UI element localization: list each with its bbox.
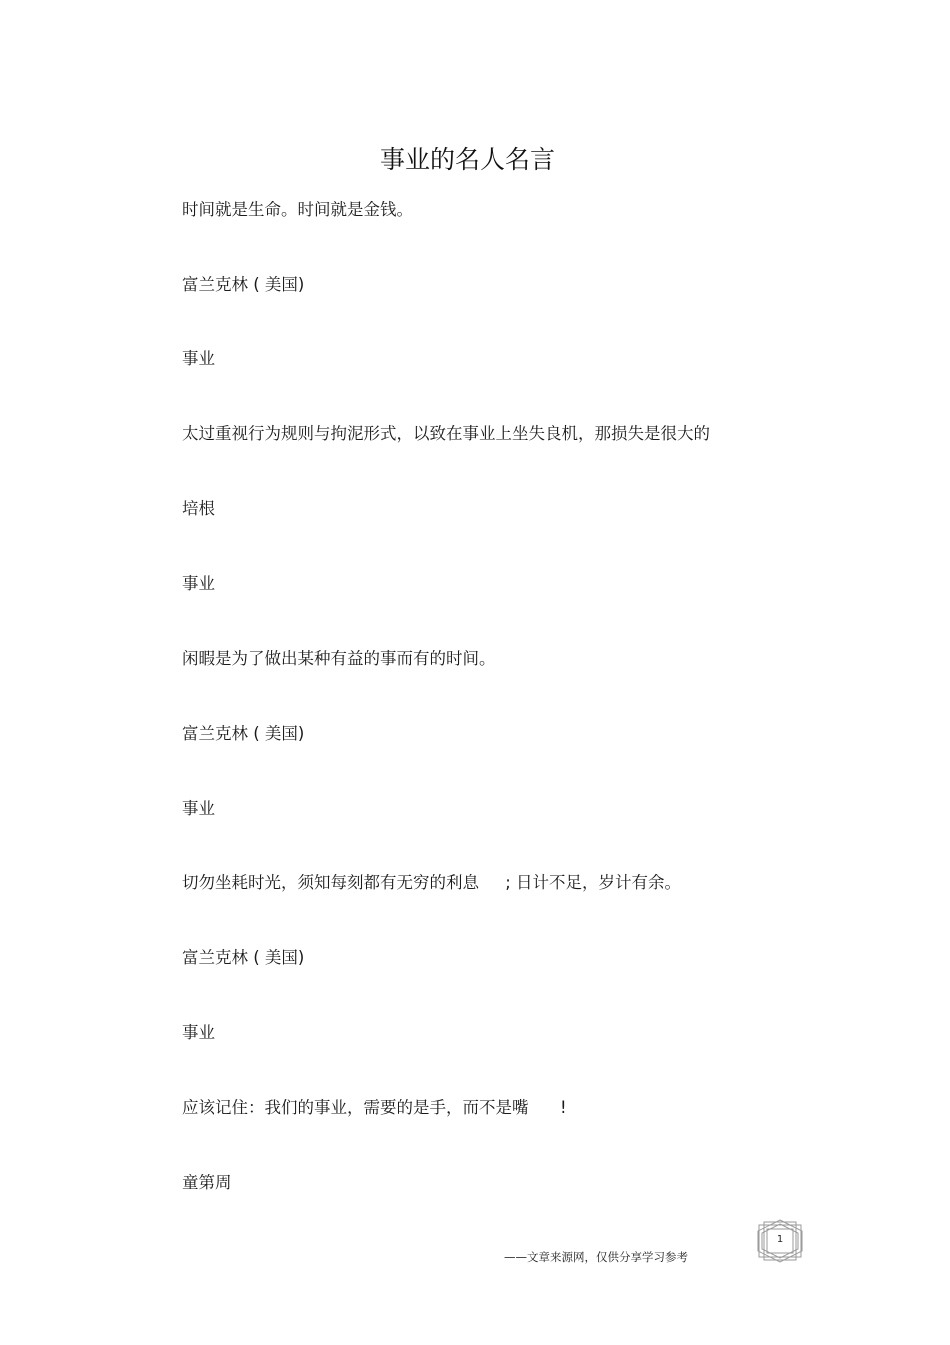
page-number: 1 xyxy=(776,1234,784,1245)
page-title: 事业的名人名言 xyxy=(379,145,555,174)
body-line: 事业 xyxy=(182,799,215,818)
body-line: 事业 xyxy=(182,1023,215,1042)
body-line: 童第周 xyxy=(182,1173,232,1192)
body-line: 时间就是生命。时间就是金钱。 xyxy=(182,200,413,219)
body-line: 切勿坐耗时光，须知每刻都有无穷的利息 ; 日计不足，岁计有余。 xyxy=(182,873,682,892)
body-line: 事业 xyxy=(182,574,215,593)
body-line: 富兰克林 ( 美国) xyxy=(182,724,305,743)
body-line: 事业 xyxy=(182,349,215,368)
body-line: 太过重视行为规则与拘泥形式，以致在事业上坐失良机，那损失是很大的 xyxy=(182,424,710,443)
body-line: 闲暇是为了做出某种有益的事而有的时间。 xyxy=(182,649,496,668)
body-line: 培根 xyxy=(182,499,215,518)
page-badge xyxy=(755,1219,805,1263)
footer-note: ——文章来源网，仅供分享学习参考 xyxy=(504,1250,688,1264)
body-line: 富兰克林 ( 美国) xyxy=(182,948,305,967)
body-line: 富兰克林 ( 美国) xyxy=(182,275,305,294)
body-line: 应该记住：我们的事业，需要的是手，而不是嘴 ! xyxy=(182,1098,567,1117)
